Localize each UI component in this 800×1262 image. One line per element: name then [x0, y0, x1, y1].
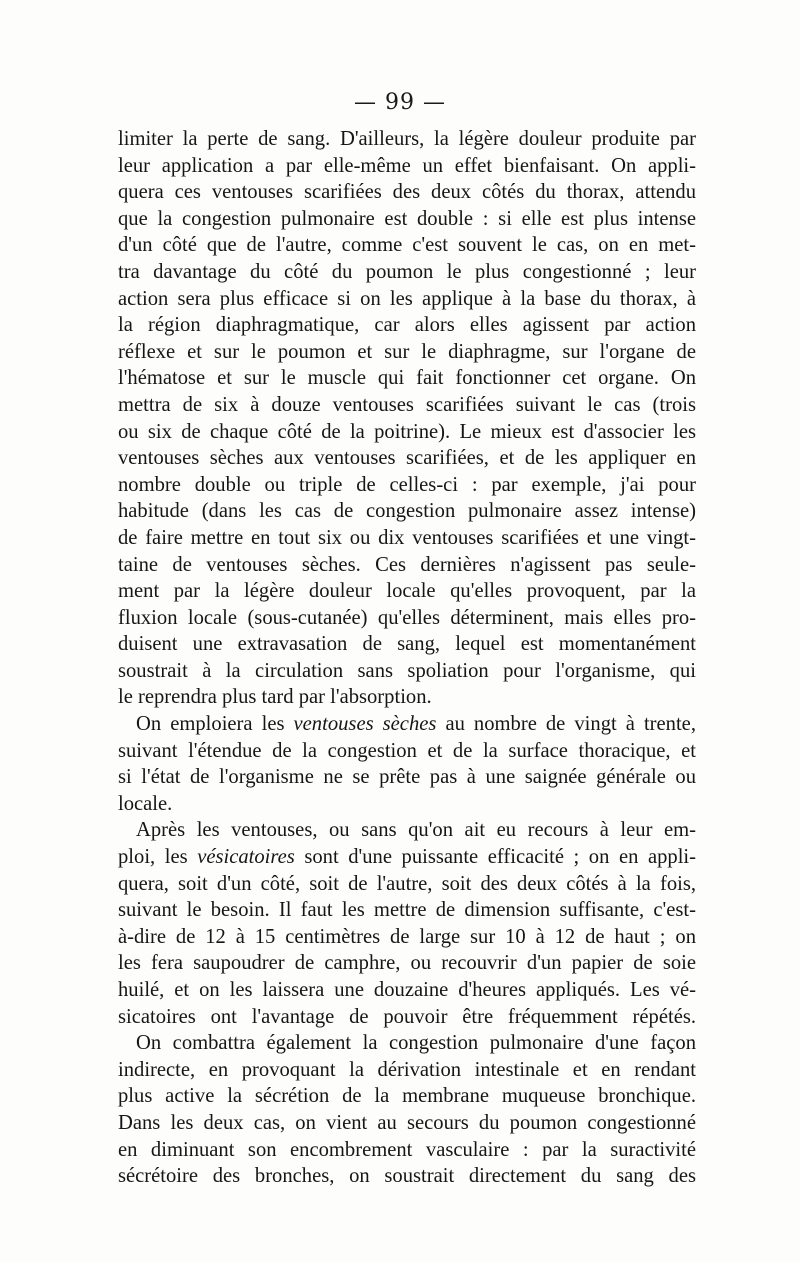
text-line: indirecte, en provoquant la dérivation intestinale et en rendant	[118, 1058, 696, 1081]
text-line: locale.	[118, 792, 173, 815]
text-line: On combattra également la congestion pulmonaire d'une façon	[136, 1032, 696, 1055]
text-line: d'un côté que de l'autre, comme c'est souvent le cas, on en met-	[118, 234, 696, 257]
text-line: On emploiera les ventouses sèches au nombre de vingt à trente,	[136, 713, 696, 736]
text-line: que la congestion pulmonaire est double : si elle est plus intense	[118, 207, 696, 230]
text-line: quera ces ventouses scarifiées des deux côtés du thorax, attendu	[118, 181, 696, 204]
text-line: sécrétoire des bronches, on soustrait directement du sang des	[118, 1165, 696, 1188]
text-line: duisent une extravasation de sang, lequel est momentanément	[118, 633, 696, 656]
text-line: l'hématose et sur le muscle qui fait fonctionner cet organe. On	[118, 367, 696, 390]
page-number: — 99 —	[354, 90, 446, 115]
text-line: ventouses sèches aux ventouses scarifiées, et de les appliquer en	[118, 447, 696, 470]
text-line: les fera saupoudrer de camphre, ou recouvrir d'un papier de soie	[118, 952, 696, 975]
text-line: habitude (dans les cas de congestion pulmonaire assez intense)	[118, 500, 696, 523]
text-line: leur application a par elle-même un effet bienfaisant. On appli-	[118, 154, 696, 177]
text-line: Après les ventouses, ou sans qu'on ait eu recours à leur em-	[136, 819, 696, 842]
text-line: réflexe et sur le poumon et sur le diaphragme, sur l'organe de	[118, 340, 696, 363]
text-line: nombre double ou triple de celles-ci : par exemple, j'ai pour	[118, 473, 696, 496]
text-line: suivant l'étendue de la congestion et de la surface thoracique, et	[118, 739, 696, 762]
text-line: quera, soit d'un côté, soit de l'autre, soit des deux côtés à la fois,	[118, 872, 696, 895]
text-line: Dans les deux cas, on vient au secours du poumon congestionné	[118, 1111, 696, 1134]
text-line: action sera plus efficace si on les applique à la base du thorax, à	[118, 287, 696, 310]
text-line: taine de ventouses sèches. Ces dernières n'agissent pas seule-	[118, 553, 696, 576]
text-line: ploi, les vésicatoires sont d'une puissante efficacité ; on en appli-	[118, 846, 696, 869]
text-line: à-dire de 12 à 15 centimètres de large sur 10 à 12 de haut ; on	[118, 925, 696, 948]
text-line: mettra de six à douze ventouses scarifiées suivant le cas (trois	[118, 393, 696, 416]
text-line: plus active la sécrétion de la membrane muqueuse bronchique.	[118, 1085, 696, 1108]
text-line: en diminuant son encombrement vasculaire : par la suractivité	[118, 1138, 696, 1161]
text-line: limiter la perte de sang. D'ailleurs, la légère douleur produite par	[118, 128, 696, 150]
text-line: le reprendra plus tard par l'absorption.	[118, 686, 432, 709]
text-line: si l'état de l'organisme ne se prête pas à une saignée générale ou	[118, 766, 696, 789]
text-line: de faire mettre en tout six ou dix ventouses scarifiées et une vingt-	[118, 526, 696, 549]
text-line: la région diaphragmatique, car alors elles agissent par action	[118, 314, 696, 337]
text-line: soustrait à la circulation sans spoliation pour l'organisme, qui	[118, 659, 696, 682]
text-line: sicatoires ont l'avantage de pouvoir être fréquemment répétés.	[118, 1005, 696, 1028]
text-line: suivant le besoin. Il faut les mettre de dimension suffisante, c'est-	[118, 899, 696, 922]
text-line: ment par la légère douleur locale qu'elles provoquent, par la	[118, 580, 696, 603]
text-line: tra davantage du côté du poumon le plus congestionné ; leur	[118, 260, 696, 283]
body-text	[118, 126, 696, 1190]
text-line: ou six de chaque côté de la poitrine). Le mieux est d'associer les	[118, 420, 696, 443]
text-line: fluxion locale (sous-cutanée) qu'elles déterminent, mais elles pro-	[118, 606, 696, 629]
text-line: huilé, et on les laissera une douzaine d'heures appliqués. Les vé-	[118, 979, 696, 1001]
